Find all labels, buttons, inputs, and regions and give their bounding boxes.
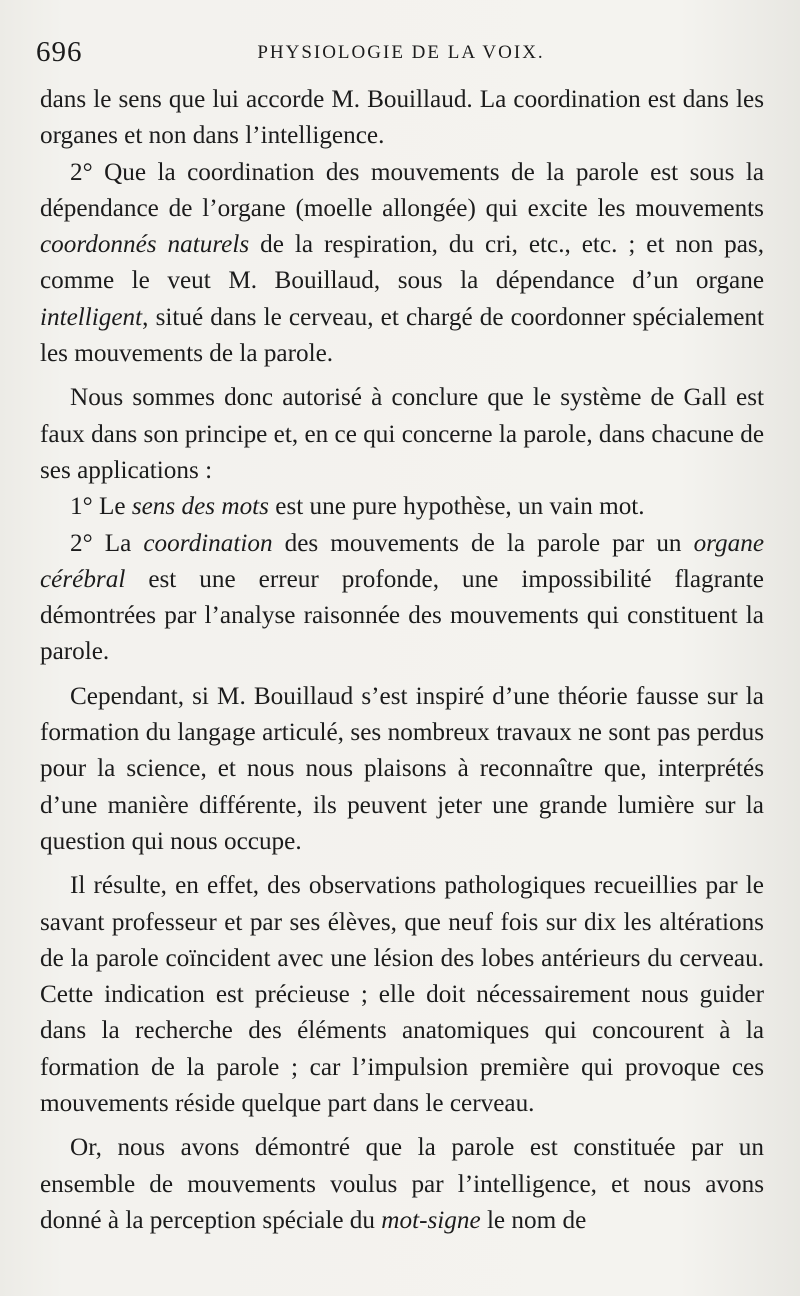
text-segment: Nous sommes donc autorisé à conclure que le système de Gall est faux dans son principe et, en ce qui concerne la parole, dans chacune de ses applications : xyxy=(40,384,764,484)
text-segment: est une erreur profonde, une impossibilité flagrante démontrées par l’analyse raisonnée des mouvements qui constituent la parole. xyxy=(40,565,764,666)
text-segment: Or, nous avons démontré que la parole est constituée par un ensemble de mouvements voulus par l’intelligence, et nous avons donné à la perception spéciale du xyxy=(40,1134,764,1234)
italic-text-segment: mot-signe xyxy=(381,1206,481,1234)
paragraph-point-2-coordination xyxy=(40,155,764,373)
paragraph-cependant xyxy=(40,679,764,860)
text-segment: 2° Que la coordination des mouvements de la parole est sous la dépendance de l’organe (moelle allongée) qui excite les mouvements xyxy=(40,158,764,222)
text-segment: le nom de xyxy=(480,1206,587,1234)
page-header xyxy=(36,36,766,70)
italic-text-segment: coordination xyxy=(143,529,273,557)
italic-text-segment: organe cérébral xyxy=(40,529,764,593)
text-segment: est une pure hypothèse, un vain mot. xyxy=(268,493,645,521)
text-segment: Cependant, si M. Bouillaud s’est inspiré d’une théorie fausse sur la formation du langage articulé, ses nombreux travaux ne sont pas perdus pour la science, et nous nous plaisons à reconnaître que, interprétés d’une manière différente, ils peuvent jeter une grande lumière sur la question qui nous occupe. xyxy=(40,682,764,855)
italic-text-segment: coordonnés naturels xyxy=(40,231,250,259)
paragraph-il-resulte xyxy=(40,868,764,1122)
paragraph-conclusion xyxy=(40,380,764,489)
text-segment: , situé dans le cerveau, et chargé de coordonner spécialement les mouvements de la parole. xyxy=(40,303,764,368)
text-segment: dans le sens que lui accorde M. Bouillaud. La coordination est dans les organes et non dans l’intelligence. xyxy=(40,86,764,150)
paragraph-point-1-sens-des-mots xyxy=(40,489,764,525)
text-segment: des mouvements de la parole par un xyxy=(272,529,694,557)
italic-text-segment: intelligent xyxy=(40,303,143,331)
paragraph-continuation xyxy=(40,82,764,155)
text-segment: 1° Le xyxy=(70,493,132,521)
paragraph-point-2-organe-cerebral xyxy=(40,526,764,671)
paragraph-or-nous-avons xyxy=(40,1130,764,1239)
italic-text-segment: sens des mots xyxy=(131,493,269,521)
text-segment: Il résulte, en effet, des observations pathologiques recueillies par le savant professeur et par ses élèves, que neuf fois sur dix les altérations de la parole coïncident avec une lésion des lobes antérieurs du cerveau. Cette indication est précieuse ; elle doit nécessairement nous guider dans la recherche des éléments anatomiques qui concourent à la formation de la parole ; car l’impulsion première qui provoque ces mouvements réside quelque part dans le cerveau. xyxy=(40,872,764,1118)
running-title: PHYSIOLOGIE DE LA VOIX. xyxy=(257,42,545,63)
body-text xyxy=(40,82,764,1239)
text-segment: de la respiration, du cri, etc., etc. ; et non pas, comme le veut M. Bouillaud, sous la dépendance d’un organe xyxy=(40,231,764,295)
text-segment: 2° La xyxy=(70,529,144,557)
page-number: 696 xyxy=(36,36,83,68)
